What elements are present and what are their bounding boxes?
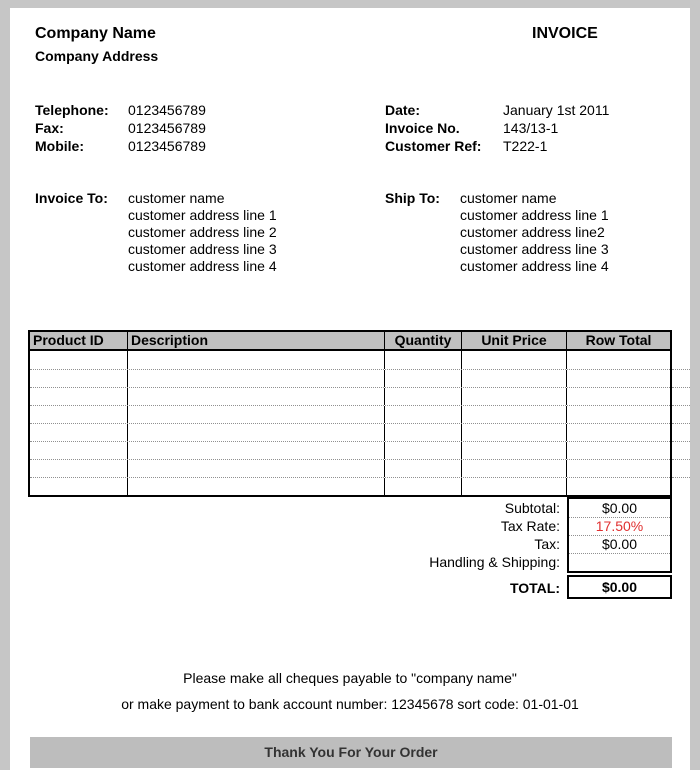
- item-cell-empty: [385, 388, 462, 405]
- item-cell-empty: [30, 478, 128, 495]
- item-cell-empty: [567, 388, 670, 405]
- items-table: [28, 330, 672, 497]
- totals-values-box: [567, 497, 672, 573]
- invoice-page: [10, 8, 690, 770]
- item-cell-empty: [385, 442, 462, 459]
- item-cell-empty: [385, 424, 462, 441]
- invoice-to-lines: [128, 190, 277, 275]
- totals-labels: [260, 499, 560, 571]
- item-cell-empty: [128, 406, 385, 423]
- item-row-empty: [30, 459, 670, 477]
- item-row-empty: [30, 405, 670, 423]
- ship-to-block: [385, 190, 609, 275]
- column-header-quantity: Quantity: [385, 332, 462, 349]
- company-address: Company Address: [35, 48, 159, 64]
- item-cell-empty: [567, 478, 670, 495]
- mobile-value: 0123456789: [128, 138, 206, 154]
- item-cell-empty: [30, 406, 128, 423]
- ship-to-line: customer address line 4: [460, 258, 609, 274]
- ship-to-line: customer address line2: [460, 224, 605, 240]
- item-cell-empty: [128, 351, 385, 369]
- column-header-product-id: Product ID: [30, 332, 128, 349]
- item-cell-empty: [462, 406, 567, 423]
- gridline-extension: [672, 405, 690, 423]
- column-header-row-total: Row Total: [585, 332, 652, 348]
- fax-label: Fax:: [35, 120, 64, 136]
- item-cell-empty: [567, 370, 670, 387]
- total-value-box: $0.00: [567, 575, 672, 599]
- mobile-row: [35, 137, 206, 155]
- invoice-no-label: Invoice No.: [385, 120, 460, 136]
- thank-you-bar: Thank You For Your Order: [30, 737, 672, 768]
- column-header-unit-price: Unit Price: [462, 332, 567, 349]
- item-cell-empty: [128, 388, 385, 405]
- item-cell-empty: [30, 424, 128, 441]
- bank-note: or make payment to bank account number: 12345678 sort code: 01-01-01: [121, 696, 579, 712]
- ship-to-line: customer name: [460, 190, 557, 206]
- item-cell-empty: [462, 370, 567, 387]
- tax-rate-value: 17.50%: [569, 517, 670, 535]
- customer-ref-value: T222-1: [503, 138, 548, 154]
- item-cell-empty: [385, 370, 462, 387]
- item-cell-empty: [128, 478, 385, 495]
- item-cell-empty: [128, 460, 385, 477]
- invoice-no-row: [385, 119, 609, 137]
- item-cell-empty: [462, 424, 567, 441]
- date-value: January 1st 2011: [503, 102, 610, 118]
- items-table-header: [30, 332, 670, 351]
- telephone-label: Telephone:: [35, 102, 109, 118]
- gridline-extension: [672, 351, 690, 369]
- gridline-extension-strip: [672, 351, 690, 495]
- item-row-empty: [30, 441, 670, 459]
- subtotal-value: $0.00: [601, 500, 638, 516]
- customer-ref-label: Customer Ref:: [385, 138, 482, 154]
- item-cell-empty: [567, 351, 670, 369]
- item-row-empty: [30, 477, 670, 495]
- column-header-description: Description: [128, 332, 385, 349]
- handling-shipping-value: [569, 553, 670, 571]
- invoice-to-line: customer name: [128, 190, 225, 206]
- item-cell-empty: [30, 460, 128, 477]
- gridline-extension: [672, 477, 690, 495]
- tax-rate-label: Tax Rate:: [500, 518, 560, 534]
- item-cell-empty: [128, 442, 385, 459]
- item-cell-empty: [385, 460, 462, 477]
- item-cell-empty: [567, 424, 670, 441]
- tax-value: $0.00: [569, 535, 670, 553]
- gridline-extension: [672, 441, 690, 459]
- item-row-empty: [30, 369, 670, 387]
- item-row-empty: [30, 423, 670, 441]
- invoice-to-label: Invoice To:: [35, 190, 108, 206]
- item-cell-empty: [385, 351, 462, 369]
- item-cell-empty: [385, 478, 462, 495]
- gridline-extension: [672, 369, 690, 387]
- item-cell-empty: [128, 370, 385, 387]
- item-row-empty: [30, 351, 670, 369]
- invoice-to-line: customer address line 4: [128, 258, 277, 274]
- item-cell-empty: [30, 351, 128, 369]
- gridline-extension: [672, 459, 690, 477]
- item-cell-empty: [30, 370, 128, 387]
- item-cell-empty: [30, 442, 128, 459]
- mobile-label: Mobile:: [35, 138, 84, 154]
- invoice-to-line: customer address line 2: [128, 224, 277, 240]
- item-row-empty: [30, 387, 670, 405]
- item-cell-empty: [567, 442, 670, 459]
- fax-value: 0123456789: [128, 120, 206, 136]
- invoice-title: INVOICE: [532, 25, 598, 42]
- company-name: Company Name: [35, 25, 156, 42]
- customer-ref-row: [385, 137, 609, 155]
- gridline-extension: [672, 387, 690, 405]
- item-cell-empty: [462, 478, 567, 495]
- item-cell-empty: [462, 460, 567, 477]
- item-cell-empty: [567, 460, 670, 477]
- invoice-no-value: 143/13-1: [503, 120, 559, 136]
- subtotal-label: Subtotal:: [504, 500, 560, 516]
- cheque-note: Please make all cheques payable to "company name": [183, 670, 517, 686]
- item-cell-empty: [462, 388, 567, 405]
- ship-to-line: customer address line 3: [460, 241, 609, 257]
- item-cell-empty: [567, 406, 670, 423]
- invoice-to-line: customer address line 1: [128, 207, 277, 223]
- telephone-row: [35, 101, 206, 119]
- handling-shipping-label: Handling & Shipping:: [429, 554, 560, 570]
- item-cell-empty: [128, 424, 385, 441]
- date-row: [385, 101, 609, 119]
- gridline-extension: [672, 423, 690, 441]
- item-cell-empty: [30, 388, 128, 405]
- date-label: Date:: [385, 102, 421, 118]
- ship-to-lines: [460, 190, 609, 275]
- contact-block: [35, 101, 206, 155]
- ship-to-label: Ship To:: [385, 190, 440, 206]
- invoice-to-block: [35, 190, 277, 275]
- tax-label: Tax:: [534, 536, 560, 552]
- items-table-body: [30, 351, 670, 495]
- invoice-meta-block: [385, 101, 609, 155]
- fax-row: [35, 119, 206, 137]
- item-cell-empty: [385, 406, 462, 423]
- item-cell-empty: [462, 351, 567, 369]
- item-cell-empty: [462, 442, 567, 459]
- invoice-to-line: customer address line 3: [128, 241, 277, 257]
- ship-to-line: customer address line 1: [460, 207, 609, 223]
- telephone-value: 0123456789: [128, 102, 206, 118]
- total-label: TOTAL:: [509, 580, 560, 596]
